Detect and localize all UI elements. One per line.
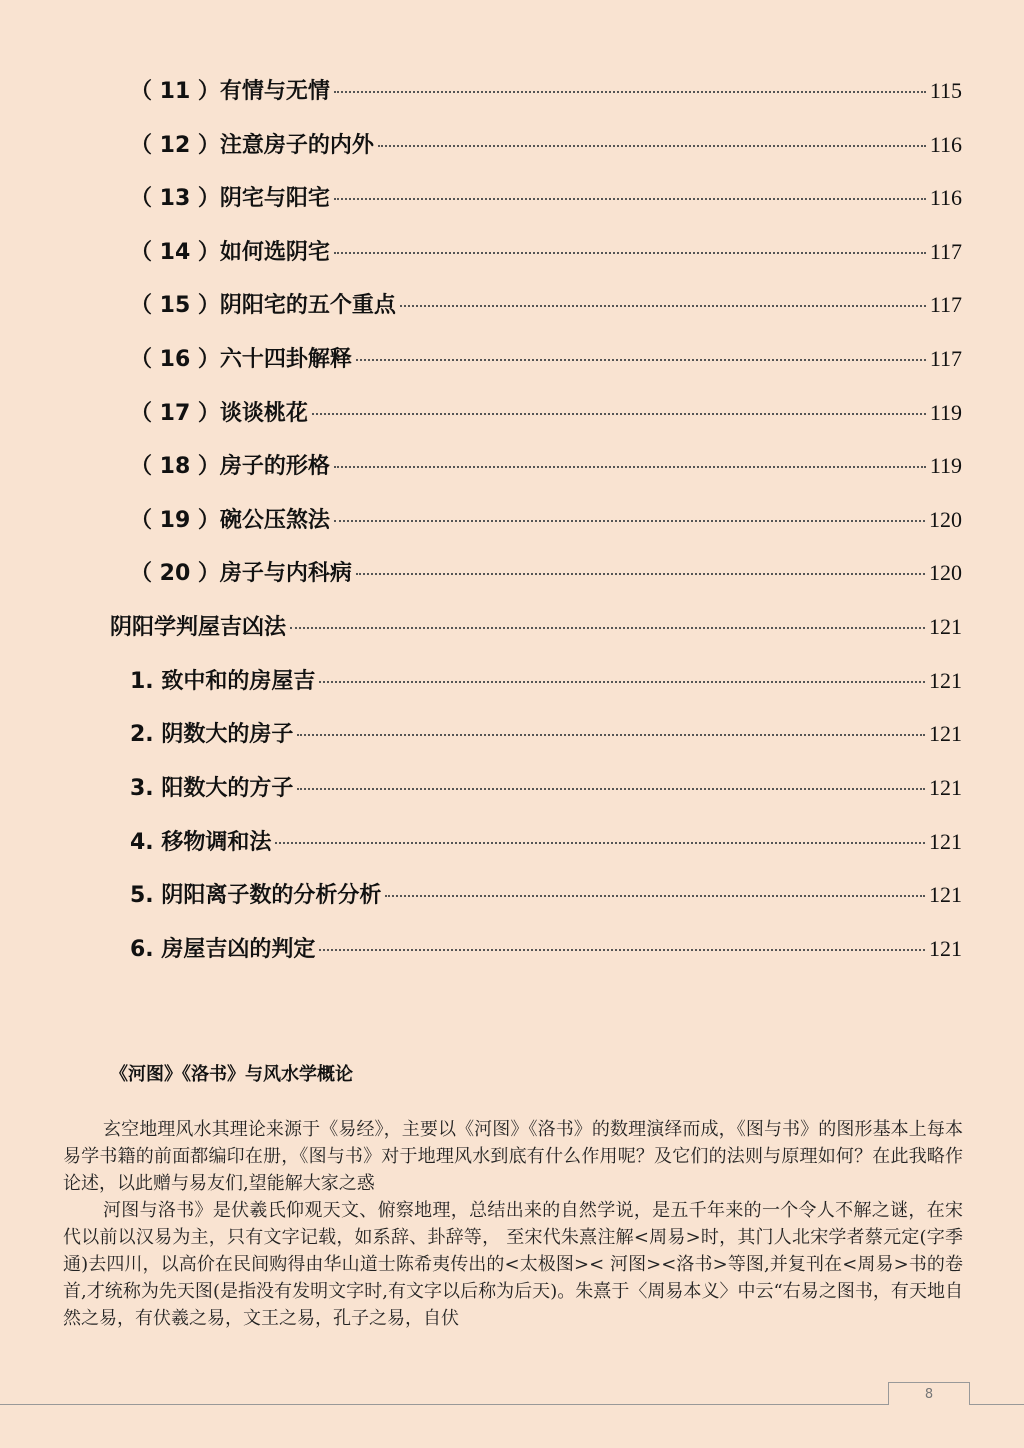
toc-leader-dots	[334, 520, 925, 522]
toc-entry-label: （ 13 ）阴宅与阳宅	[130, 186, 330, 211]
toc-entry-page: 121	[929, 721, 962, 746]
paragraph: 玄空地理风水其理论来源于《易经》，主要以《河图》《洛书》的数理演绎而成，《图与书》的图形基本上每本易学书籍的前面都编印在册，《图与书》对于地理风水到底有什么作用呢？及它们的法则与原理如何？在此我略作论述，以此赠与易友们,望能解大家之惑	[63, 1119, 963, 1194]
toc-entry-label: （ 17 ）谈谈桃花	[130, 401, 308, 426]
toc-entry-page: 116	[929, 185, 962, 210]
toc-leader-dots	[312, 413, 926, 415]
toc-entry-label: 4. 移物调和法	[130, 830, 272, 855]
toc-entry[interactable]	[130, 235, 962, 265]
footer-divider	[0, 1404, 1024, 1405]
toc-entry-label: 1. 致中和的房屋吉	[130, 669, 316, 694]
toc-entry-page: 121	[929, 775, 962, 800]
toc-leader-dots	[319, 681, 925, 683]
toc-leader-dots	[334, 252, 926, 254]
toc-leader-dots	[334, 91, 926, 93]
toc-entry[interactable]	[130, 396, 962, 426]
toc-leader-dots	[319, 949, 925, 951]
paragraph: 河图与洛书》是伏羲氏仰观天文、俯察地理，总结出来的自然学说，是五千年来的一个令人不解之谜，在宋代以前以汉易为主，只有文字记载，如系辞、卦辞等， 至宋代朱熹注解<周易>时，其门人北宋学者蔡元定(字季通)去四川，以高价在民间购得由华山道士陈希夷传出的<太极图>< 河图><洛书>等图,并复刊在<周易>书的卷首,才统称为先天图(是指没有发明文字时,有文字以后称为后天)。朱熹于〈周易本义〉中云“右易之图书，有天地自然之易，有伏羲之易，文王之易，孔子之易，自伏	[63, 1200, 963, 1329]
toc-entry[interactable]	[130, 449, 962, 479]
toc-entry-label: （ 20 ）房子与内科病	[130, 561, 352, 586]
toc-leader-dots	[275, 842, 925, 844]
toc-leader-dots	[378, 145, 926, 147]
toc-leader-dots	[297, 734, 925, 736]
toc-entry[interactable]	[130, 717, 962, 747]
toc-entry-page: 116	[929, 132, 962, 157]
toc-entry-label: （ 11 ）有情与无情	[130, 79, 330, 104]
toc-entry-page: 119	[929, 400, 962, 425]
section-heading: 《河图》《洛书》与风水学概论	[110, 1064, 353, 1085]
toc-entry[interactable]	[130, 664, 962, 694]
toc-entry[interactable]	[130, 771, 962, 801]
toc-entry-page: 121	[929, 936, 962, 961]
page-number: 8	[888, 1382, 970, 1405]
toc-entry-page: 120	[929, 507, 962, 532]
toc-leader-dots	[334, 198, 926, 200]
toc-entry-label: （ 12 ）注意房子的内外	[130, 133, 374, 158]
toc-entry[interactable]	[130, 288, 962, 318]
toc-entry[interactable]	[130, 342, 962, 372]
toc-entry-label: （ 14 ）如何选阴宅	[130, 240, 330, 265]
toc-leader-dots	[400, 305, 926, 307]
toc-entry-label: （ 15 ）阴阳宅的五个重点	[130, 293, 396, 318]
toc-entry-page: 117	[929, 292, 962, 317]
toc-entry-label: 6. 房屋吉凶的判定	[130, 937, 316, 962]
toc-entry[interactable]	[130, 878, 962, 908]
toc-leader-dots	[290, 627, 925, 629]
toc-entry-label: （ 16 ）六十四卦解释	[130, 347, 352, 372]
toc-entry-page: 121	[929, 829, 962, 854]
toc-entry-label: 5. 阴阳离子数的分析分析	[130, 883, 382, 908]
toc-leader-dots	[356, 573, 925, 575]
toc-leader-dots	[297, 788, 925, 790]
toc-leader-dots	[334, 466, 926, 468]
toc-entry-page: 117	[929, 239, 962, 264]
toc-entry-page: 121	[929, 668, 962, 693]
toc-entry-page: 119	[929, 453, 962, 478]
toc-entry[interactable]	[130, 825, 962, 855]
toc-entry-page: 121	[929, 882, 962, 907]
toc-entry-label: （ 19 ）碗公压煞法	[130, 508, 330, 533]
toc-entry[interactable]	[110, 610, 962, 640]
toc-entry-page: 121	[929, 614, 962, 639]
toc-entry-label: （ 18 ）房子的形格	[130, 454, 330, 479]
toc-entry[interactable]	[130, 556, 962, 586]
toc-entry[interactable]	[130, 128, 962, 158]
toc-entry[interactable]	[130, 932, 962, 962]
toc-entry-label: 3. 阳数大的方子	[130, 776, 294, 801]
toc-entry-label: 2. 阴数大的房子	[130, 722, 294, 747]
toc-entry[interactable]	[130, 503, 962, 533]
toc-entry[interactable]	[130, 181, 962, 211]
toc-entry-page: 117	[929, 346, 962, 371]
body-text	[63, 1116, 963, 1332]
toc-entry-label: 阴阳学判屋吉凶法	[110, 615, 287, 640]
toc-entry-page: 120	[929, 560, 962, 585]
toc-entry[interactable]	[130, 74, 962, 104]
toc-leader-dots	[385, 895, 925, 897]
toc-entry-page: 115	[929, 78, 962, 103]
toc-leader-dots	[356, 359, 926, 361]
